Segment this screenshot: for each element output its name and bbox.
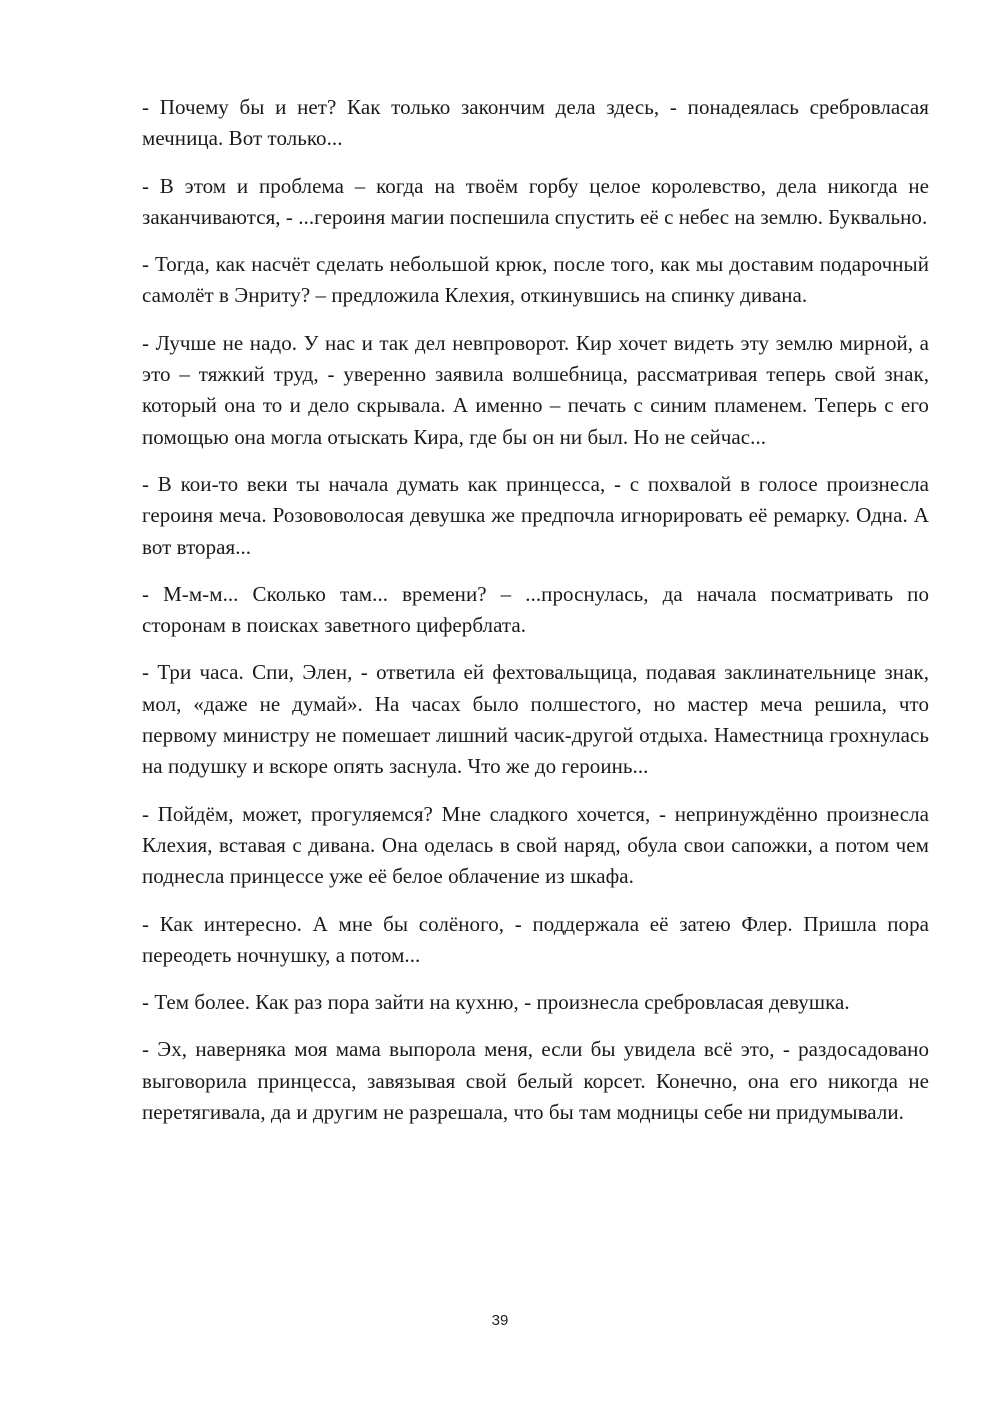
paragraph-5: - В кои-то веки ты начала думать как принцесса, - с похвалой в голосе произнесла героиня меча. Розововолосая девушка же предпочла игнорировать её ремарку. Одна. А вот вторая... xyxy=(142,471,929,559)
paragraph-3: - Тогда, как насчёт сделать небольшой крюк, после того, как мы доставим подарочный самолёт в Энриту? – предложила Клехия, откинувшись на спинку дивана. xyxy=(142,252,929,308)
page-number: 39 xyxy=(491,1312,509,1329)
page-body xyxy=(142,92,929,1144)
paragraph-6: - М-м-м... Сколько там... времени? – ...проснулась, да начала посматривать по сторонам в поисках заветного циферблата. xyxy=(142,581,929,638)
paragraph-2: - В этом и проблема – когда на твоём горбу целое королевство, дела никогда не заканчиваются, - ...героиня магии поспешила спустить её с небес на землю. Буквально. xyxy=(142,173,929,229)
paragraph-10: - Тем более. Как раз пора зайти на кухню, - произнесла сребровласая девушка. xyxy=(142,990,850,1015)
paragraph-11: - Эх, наверняка моя мама выпорола меня, если бы увидела всё это, - раздосадовано выговорила принцесса, завязывая свой белый корсет. Конечно, она его никогда не перетягивала, да и другим не разрешала, что бы там модницы себе ни придумывали. xyxy=(142,1037,929,1125)
paragraph-1: - Почему бы и нет? Как только закончим дела здесь, - понадеялась сребровласая мечница. Вот только... xyxy=(142,95,929,151)
paragraph-9: - Как интересно. А мне бы солёного, - поддержала её затею Флер. Пришла пора переодеть ночнушку, а потом... xyxy=(142,911,929,967)
paragraph-8: - Пойдём, может, прогуляемся? Мне сладкого хочется, - непринуждённо произнесла Клехия, вставая с дивана. Она оделась в свой наряд, обула свои сапожки, а потом чем поднесла принцессе уже её белое облачение из шкафа. xyxy=(142,801,929,889)
paragraph-7: - Три часа. Спи, Элен, - ответила ей фехтовальщица, подавая заклинательнице знак, мол, «даже не думай». На часах было полшестого, но мастер меча решила, что первому министру не помешает лишний часик-другой отдыха. Наместница грохнулась на подушку и вскоре опять заснула. Что же до героинь... xyxy=(142,660,929,779)
paragraph-4: - Лучше не надо. У нас и так дел невпроворот. Кир хочет видеть эту землю мирной, а это – тяжкий труд, - уверенно заявила волшебница, рассматривая теперь свой знак, который она то и дело скрывала. А именно – печать с синим пламенем. Теперь с его помощью она могла отыскать Кира, где бы он ни был. Но не сейчас... xyxy=(142,330,929,449)
